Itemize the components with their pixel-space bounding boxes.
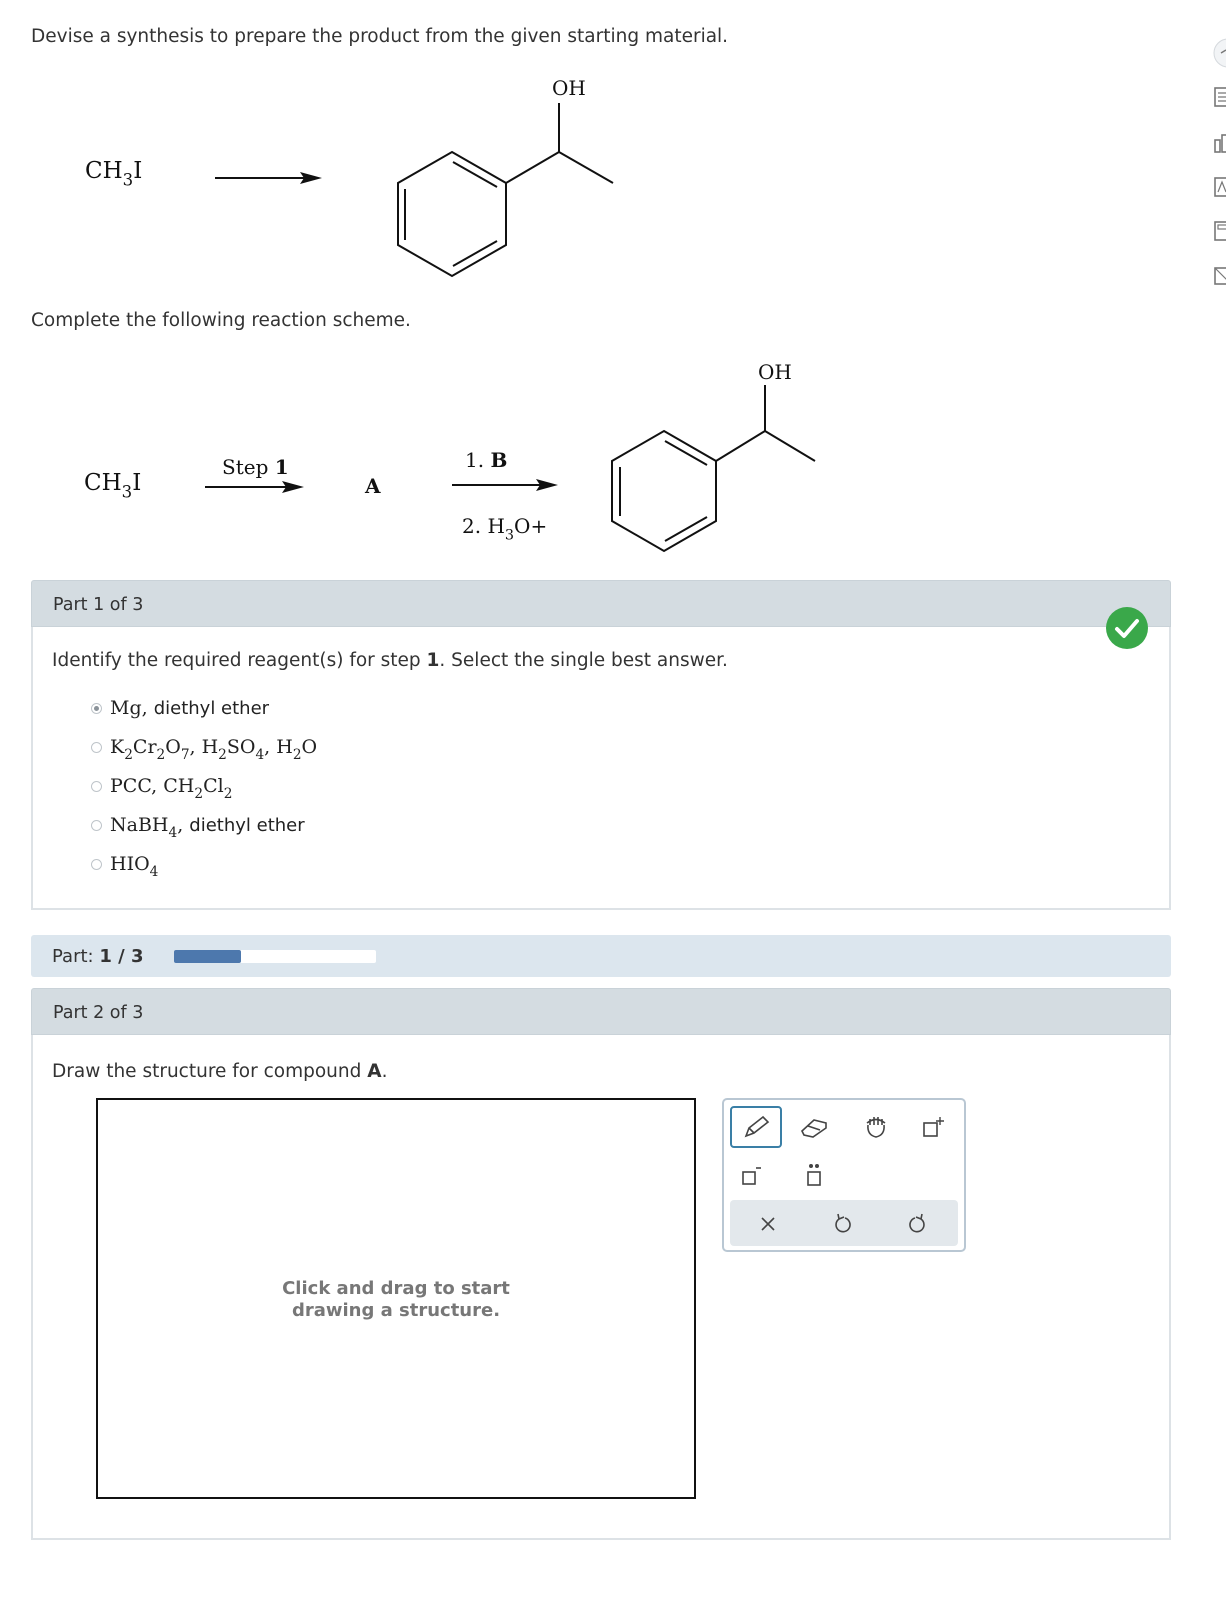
- starting-material-formula: $CH_3I$: [85, 158, 143, 190]
- radio-button[interactable]: [91, 781, 102, 792]
- add-template-icon[interactable]: [914, 1107, 954, 1147]
- redo-icon[interactable]: [897, 1204, 937, 1244]
- part-2-question: Draw the structure for compound A.: [52, 1061, 388, 1082]
- answer-option-hio4[interactable]: $HIO_4$: [91, 849, 158, 879]
- product-oh-label-2: OH: [758, 360, 792, 384]
- collapse-sidebar-icon[interactable]: [1212, 38, 1226, 68]
- pencil-icon[interactable]: [730, 1106, 782, 1148]
- scheme-instruction: Complete the following reaction scheme.: [31, 310, 411, 331]
- lone-pair-icon[interactable]: [794, 1156, 834, 1196]
- product-oh-label-1: OH: [552, 76, 586, 100]
- correct-check-icon: [1106, 607, 1148, 649]
- notes-icon[interactable]: [1212, 86, 1226, 108]
- answer-option-nabh4[interactable]: NaBH$_4$, diethyl ether: [91, 810, 305, 840]
- clear-x-icon[interactable]: [748, 1204, 788, 1244]
- product-structure-1: [0, 0, 1226, 330]
- undo-icon[interactable]: [823, 1204, 863, 1244]
- progress-label: Part: 1 / 3: [52, 946, 144, 967]
- scheme-starting-material: $CH_3I$: [84, 470, 142, 502]
- textbook-icon[interactable]: [1212, 176, 1226, 198]
- part-2-header: Part 2 of 3: [31, 988, 1171, 1035]
- product-structure-2: [0, 330, 1226, 570]
- reagent-step-1: 1. B: [465, 448, 508, 472]
- radio-button[interactable]: [91, 859, 102, 870]
- reagent-step-2: 2. $H_3O+$: [462, 514, 548, 544]
- structure-drawing-canvas[interactable]: [96, 1098, 696, 1499]
- answer-option-k2cr2o7[interactable]: $K_2Cr_2O_7$, $H_2SO_4$, $H_2O$: [91, 732, 317, 762]
- message-icon[interactable]: [1212, 265, 1226, 287]
- progress-fill: [174, 950, 241, 963]
- radio-button[interactable]: [91, 742, 102, 753]
- answer-option-mg-diethyl-ether[interactable]: Mg, diethyl ether: [91, 693, 269, 723]
- negative-charge-icon[interactable]: [732, 1156, 772, 1196]
- canvas-hint: Click and drag to start drawing a structure.: [282, 1278, 510, 1321]
- part-1-question: Identify the required reagent(s) for step 1. Select the single best answer.: [52, 650, 728, 671]
- progress-track: [174, 950, 376, 963]
- part-1-header: Part 1 of 3: [31, 580, 1171, 627]
- radio-button-selected[interactable]: [91, 703, 102, 714]
- hand-move-icon[interactable]: [856, 1107, 896, 1147]
- answer-option-pcc[interactable]: PCC, $CH_2Cl_2$: [91, 771, 232, 801]
- step-1-label: Step 1: [222, 455, 289, 479]
- radio-button[interactable]: [91, 820, 102, 831]
- intermediate-a-label: A: [365, 474, 381, 498]
- question-prompt: Devise a synthesis to prepare the product from the given starting material.: [31, 26, 729, 47]
- part-progress-bar: [31, 935, 1171, 977]
- chart-icon[interactable]: [1212, 132, 1226, 154]
- calculator-icon[interactable]: [1212, 220, 1226, 242]
- drawing-toolbar: [722, 1098, 966, 1252]
- eraser-icon[interactable]: [794, 1107, 834, 1147]
